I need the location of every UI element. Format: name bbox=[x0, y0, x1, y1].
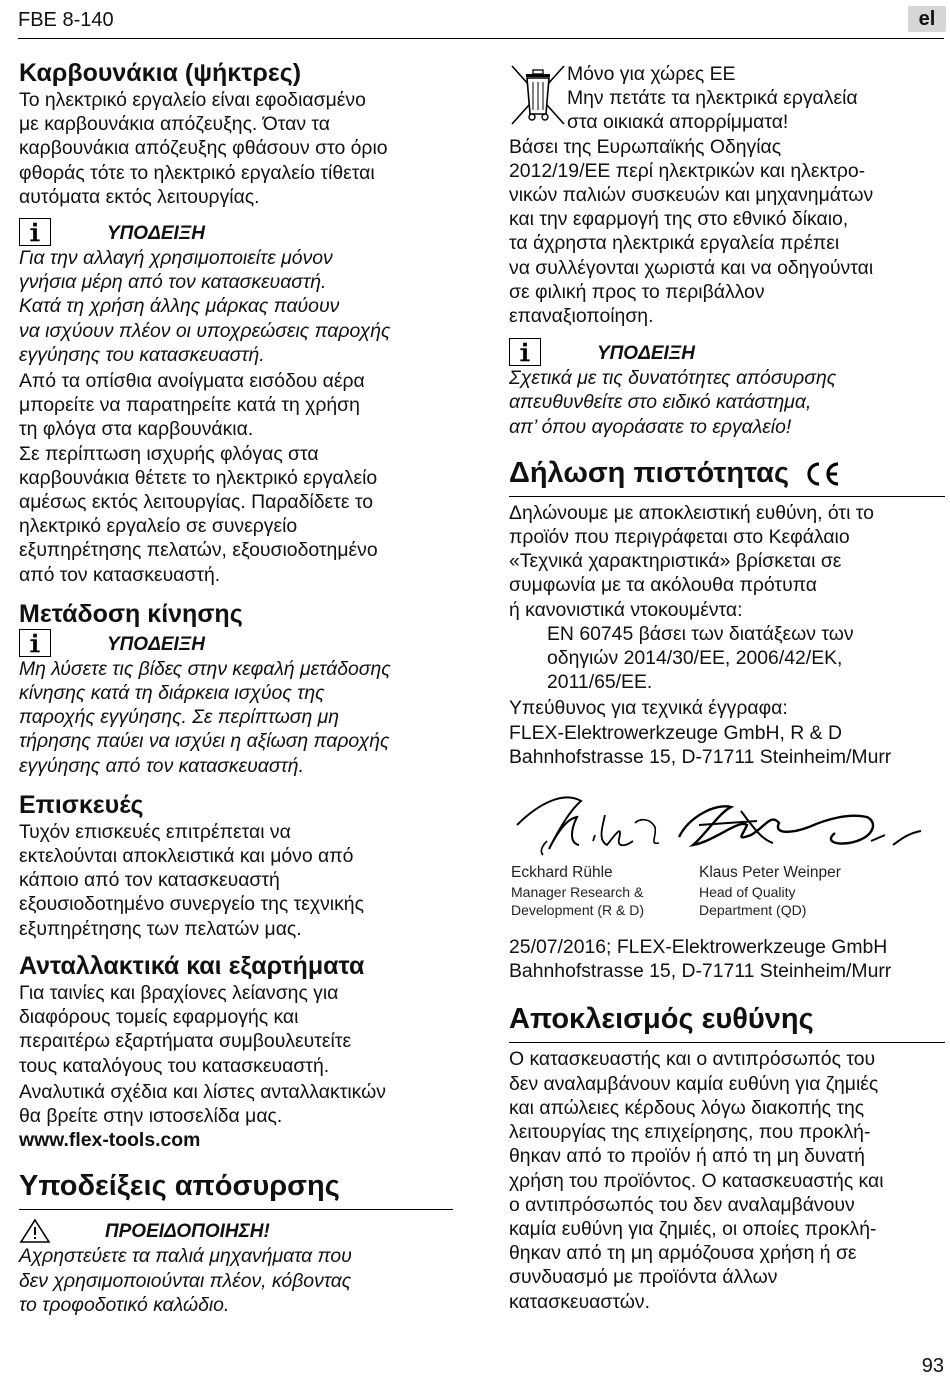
warning-header bbox=[19, 1216, 453, 1244]
brushes-paragraph-1: Το ηλεκτρικό εργαλείο είναι εφοδιασμένο με καρβουνάκια απόζευξης. Όταν τα καρβουνάκια απόζευξης φθάσουν στο όριο φθοράς τότε το ηλεκτρικό εργαλείο τίθεται αυτόματα εκτός λειτουργίας. bbox=[19, 89, 388, 208]
signer-1-name: Eckhard Rühle bbox=[511, 864, 613, 882]
note-label: ΥΠΟΔΕΙΞΗ bbox=[107, 633, 206, 655]
transmission-note-header bbox=[19, 629, 453, 657]
section-title-transmission: Μετάδοση κίνησης bbox=[19, 599, 243, 628]
note-label: ΥΠΟΔΕΙΞΗ bbox=[107, 223, 206, 245]
eu-note-header bbox=[509, 336, 945, 366]
disposal-rule bbox=[19, 1209, 453, 1210]
brushes-note-header bbox=[19, 216, 453, 246]
signatures-handwriting bbox=[509, 783, 945, 861]
declaration-date-place: 25/07/2016; FLEX-Elektrowerkzeuge GmbH Bahnhofstrasse 15, D-71711 Steinheim/Murr bbox=[509, 936, 892, 983]
conformity-paragraph: Δηλώνουμε με αποκλειστική ευθύνη, ότι το προϊόν που περιγράφεται στο Κεφάλαιο «Τεχνικά χαρακτηριστικά» βρίσκεται σε συμφωνία με τα ακόλουθα πρότυπα ή κανονιστικά ντοκουμέντα: bbox=[509, 501, 874, 621]
signer-1-role: Manager Research & Development (R & D) bbox=[511, 884, 645, 919]
signer-2-name: Klaus Peter Weinper bbox=[699, 864, 841, 882]
transmission-note-text: Μη λύσετε τις βίδες στην κεφαλή μετάδοσης κίνησης κατά τη διάρκεια ισχύος της παροχής εγγύησης. Σε περίπτωση μη τήρησης παύει να ισχύει η αξίωση παροχής εγγύησης από τον κατασκευαστή. bbox=[19, 657, 391, 777]
conformity-title-text: Δήλωση πιστότητας bbox=[509, 456, 790, 489]
technical-docs-responsible: Υπεύθυνος για τεχνικά έγγραφα: FLEX-Elektrowerkzeuge GmbH, R & D Bahnhofstrasse 15, D-71711 Steinheim/Murr bbox=[509, 697, 892, 768]
eu-disposal-block bbox=[509, 62, 945, 135]
warning-label: ΠΡΟΕΙΔΟΠΟΙΗΣΗ! bbox=[105, 1221, 270, 1243]
liability-text: Ο κατασκευαστής και ο αντιπρόσωπός του δεν αναλαμβάνουν καμία ευθύνη για ζημιές και απώλειες κέρδους λόγω διακοπής της λειτουργίας της επιχείρησης, που προκλή- θηκαν από το προϊόν ή από τη μη δυνατή χρήση του προϊόντος. Ο κατασκευαστής και ο αντιπρόσωπός του δεν αναλαμβάνουν καμία ευθύνη για ζημιές, οι οποίες προκλή- θηκαν από τη μη αρμόζουσα χρήση ή σε συνδυασμό με προϊόντα άλλων κατασκευαστών. bbox=[509, 1048, 884, 1313]
signer-roles bbox=[509, 883, 945, 923]
note-label: ΥΠΟΔΕΙΞΗ bbox=[597, 343, 696, 365]
parts-paragraph-1: Για ταινίες και βραχίονες λείανσης για διαφόρους τομείς εφαρμογής και περαιτέρω εξαρτήματα συμβουλευτείτε τους καταλόγους του κατασκευαστή. bbox=[19, 981, 352, 1077]
crossed-out-wheelie-bin-icon bbox=[509, 62, 567, 132]
section-title-conformity bbox=[509, 455, 945, 491]
section-title-repairs: Επισκευές bbox=[19, 790, 144, 819]
section-title-disposal: Υποδείξεις απόσυρσης bbox=[19, 1170, 340, 1203]
info-icon bbox=[19, 629, 51, 657]
section-title-liability: Αποκλεισμός ευθύνης bbox=[509, 1003, 814, 1036]
page-number: 93 bbox=[921, 1355, 944, 1377]
info-icon bbox=[19, 218, 51, 246]
liability-rule bbox=[509, 1042, 945, 1043]
warning-text: Αχρηστεύετε τα παλιά μηχανήματα που δεν χρησιμοποιούνται πλέον, κόβοντας το τροφοδοτικό καλώδιο. bbox=[19, 1245, 352, 1316]
warning-triangle-icon bbox=[19, 1218, 51, 1244]
section-title-parts: Ανταλλακτικά και εξαρτήματα bbox=[19, 951, 365, 980]
repairs-paragraph: Τυχόν επισκευές επιτρέπεται να εκτελούνται αποκλειστικά και μόνο από κάποιο από τον κατασκευαστή εξουσιοδοτημένο συνεργείο της τεχνικής εξυπηρέτησης των πελατών μας. bbox=[19, 820, 364, 940]
ce-mark-icon bbox=[803, 461, 841, 487]
header-divider bbox=[18, 38, 944, 39]
brushes-paragraph-3: Σε περίπτωση ισχυρής φλόγας στα καρβουνάκια θέτετε το ηλεκτρικό εργαλείο αμέσως εκτός λειτουργίας. Παραδίδετε το ηλεκτρικό εργαλείο σε συνεργείο εξυπηρέτησης πελατών, εξουσιοδοτημένο από τον κατασκευαστή. bbox=[19, 442, 378, 586]
conformity-rule bbox=[509, 496, 945, 497]
info-icon bbox=[509, 338, 541, 366]
brushes-note-text: Για την αλλαγή χρησιμοποιείτε μόνον γνήσια μέρη από τον κατασκευαστή. Κατά τη χρήση άλλης μάρκας παύουν να ισχύουν πλέον οι υποχρεώσεις παροχής εγγύησης του κατασκευαστή. bbox=[19, 247, 391, 366]
left-column bbox=[19, 58, 453, 1317]
eu-disposal-heading: Μόνο για χώρες ΕΕ Μην πετάτε τα ηλεκτρικά εργαλεία στα οικιακά απορρίμματα! bbox=[567, 63, 858, 134]
website-link[interactable]: www.flex-tools.com bbox=[19, 1129, 201, 1152]
brushes-paragraph-2: Από τα οπίσθια ανοίγματα εισόδου αέρα μπορείτε να παρατηρείτε κατά τη χρήση τη φλόγα στα καρβουνάκια. bbox=[19, 370, 365, 441]
signer-2-role: Head of Quality Department (QD) bbox=[699, 884, 807, 919]
eu-directive-text: Βάσει της Ευρωπαϊκής Οδηγίας 2012/19/ΕΕ περί ηλεκτρικών και ηλεκτρο- νικών παλιών συσκευών και μηχανημάτων και την εφαρμογή της στο εθνικό δίκαιο, τα άχρηστα ηλεκτρικά εργαλεία πρέπει να συλλέγονται χωριστά και να οδηγούνται σε φιλική προς το περιβάλλον επαναξιοποίηση. bbox=[509, 135, 874, 328]
right-column bbox=[509, 62, 945, 1314]
language-tab: el bbox=[908, 6, 946, 32]
model-name: FBE 8-140 bbox=[18, 9, 114, 31]
section-title-brushes: Καρβουνάκια (ψήκτρες) bbox=[19, 59, 302, 87]
parts-paragraph-2: Αναλυτικά σχέδια και λίστες ανταλλακτικών θα βρείτε στην ιστοσελίδα μας. bbox=[19, 1080, 386, 1127]
eu-note-text: Σχετικά με τις δυνατότητες απόσυρσης απευθυνθείτε στο ειδικό κατάστημα, απ’ όπου αγοράσατε το εργαλείο! bbox=[509, 367, 837, 438]
signatures bbox=[509, 783, 945, 893]
conformity-standards: EN 60745 βάσει των διατάξεων των οδηγιών 2014/30/ΕΕ, 2006/42/ΕΚ, 2011/65/ΕΕ. bbox=[547, 622, 854, 694]
